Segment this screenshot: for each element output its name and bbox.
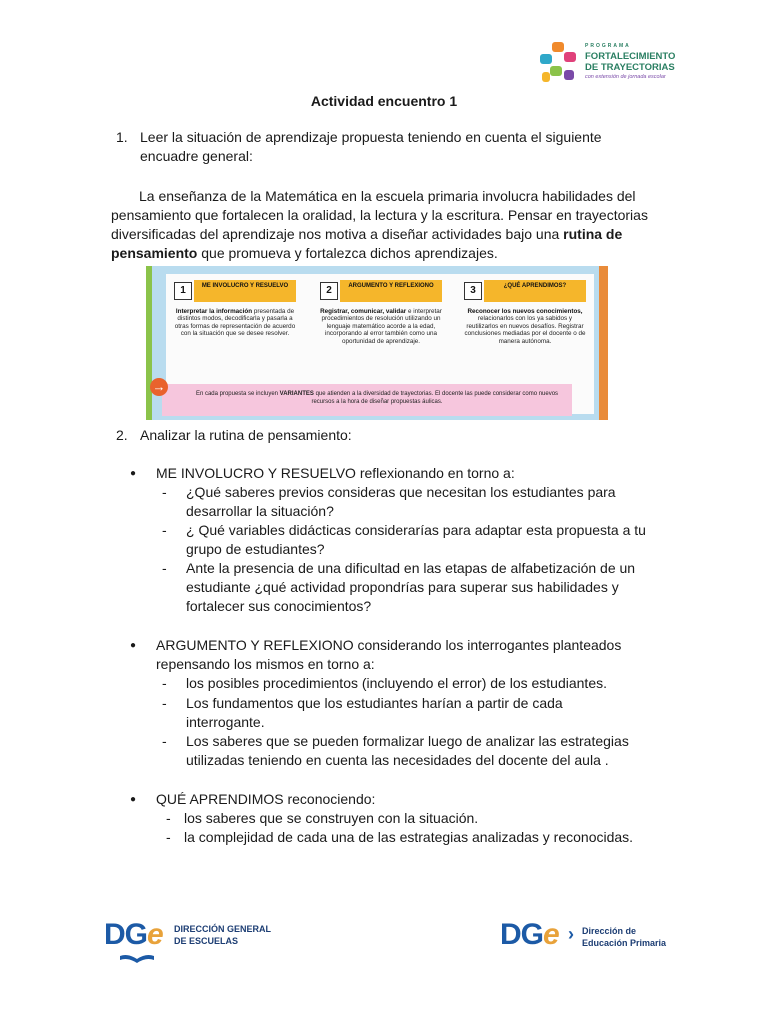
chevron-right-icon: › [568, 924, 574, 944]
arrow-right-icon: → [150, 378, 168, 396]
program-name-line1: FORTALECIMIENTO [585, 51, 676, 62]
dge-logo-left [104, 918, 284, 968]
paragraph-bold-text: rutina de pensamiento [111, 226, 623, 261]
card-text: Interpretar la información presentada de distintos modos, decodificarla y pasarla a otras formas de representación de acuerdo con la situación que se desee resolver. [174, 308, 296, 338]
paragraph-text-end: que promueva y fortalezca dichos aprendizajes. [197, 245, 498, 261]
item-text: Leer la situación de aprendizaje propuesta teniendo en cuenta el siguiente encuadre general: [140, 129, 602, 164]
sub-item: Los saberes que se pueden formalizar luego de analizar las estrategias utilizadas teniendo en cuenta las necesidades del docente del aula . [186, 733, 629, 768]
dash-marker: - [162, 484, 167, 500]
open-book-icon [118, 954, 156, 964]
figure-decoration-left [146, 266, 152, 420]
dash-marker: - [162, 560, 167, 576]
sub-item: la complejidad de cada una de las estrategias analizadas y reconocidas. [184, 829, 634, 845]
bullet-icon: ● [130, 640, 137, 651]
dash-marker: - [162, 522, 167, 538]
dge-name-line1: DIRECCIÓN GENERAL [174, 924, 272, 934]
page-title: Actividad encuentro 1 [310, 93, 458, 109]
figure-note-text: En cada propuesta se incluyen VARIANTES que atienden a la diversidad de trayectorias. El docente las puede considerar como nuevos recursos a la hora de diseñar propuestas áulicas. [195, 391, 559, 405]
card-label: ¿QUÉ APRENDIMOS? [484, 280, 586, 302]
dge-dept-line1: Dirección de [582, 926, 637, 936]
item-text: Analizar la rutina de pensamiento: [140, 427, 352, 443]
bullet-heading-2: ARGUMENTO Y REFLEXIONO considerando los interrogantes planteados repensando los mismos en torno a: [156, 637, 622, 672]
program-name-line2: DE TRAYECTORIAS [585, 62, 675, 73]
dge-logo-mark: DGe [500, 918, 559, 951]
dge-logo-mark: DGe [104, 918, 163, 951]
program-logo [538, 38, 678, 88]
dge-dept-line2: Educación Primaria [582, 938, 667, 948]
card-label: ARGUMENTO Y REFLEXIONO [340, 280, 442, 302]
dge-logo-right [500, 918, 680, 958]
card-text: Registrar, comunicar, validar e interpretar procedimientos de resolución utilizando un lenguaje matemático acorde a la edad, incorporando al error también como una oportunidad de aprendizaje. [320, 308, 442, 345]
dash-marker: - [162, 733, 167, 749]
routine-card-2 [320, 280, 442, 345]
sub-item: los posibles procedimientos (incluyendo el error) de los estudiantes. [186, 675, 607, 691]
sub-item: Ante la presencia de una dificultad en las etapas de alfabetización de un estudiante ¿qué actividad propondrías para superar sus habilidades y fortalecer sus conocimientos? [186, 560, 636, 614]
card-number: 1 [174, 282, 192, 300]
thinking-routine-figure [146, 266, 608, 420]
bullet-icon: ● [130, 794, 137, 805]
puzzle-icon [538, 40, 582, 86]
routine-card-1 [174, 280, 296, 338]
card-number: 2 [320, 282, 338, 300]
dash-marker: - [166, 810, 171, 826]
sub-item: los saberes que se construyen con la situación. [184, 810, 479, 826]
figure-note [162, 384, 572, 416]
figure-decoration-right [599, 266, 608, 420]
card-label: ME INVOLUCRO Y RESUELVO [194, 280, 296, 302]
sub-item: ¿ Qué variables didácticas considerarías para adaptar esta propuesta a tu grupo de estudiantes? [186, 522, 646, 557]
sub-item: Los fundamentos que los estudiantes harían a partir de cada interrogante. [186, 695, 563, 730]
dge-name-line2: DE ESCUELAS [174, 936, 239, 946]
bullet-icon: ● [130, 468, 137, 479]
card-number: 3 [464, 282, 482, 300]
dash-marker: - [162, 675, 167, 691]
paragraph-text: La enseñanza de la Matemática en la escuela primaria involucra habilidades del pensamiento que fortalecen la oralidad, la lectura y la escritura. Pensar en trayectorias diversificadas del aprendizaje nos motiva a diseñar actividades bajo una [111, 188, 648, 242]
dash-marker: - [162, 695, 167, 711]
item-number: 1. [116, 129, 128, 145]
sub-item: ¿Qué saberes previos consideras que necesitan los estudiantes para desarrollar la situación? [186, 484, 616, 519]
item-number: 2. [116, 427, 128, 443]
intro-paragraph [111, 187, 671, 263]
bullet-heading-1: ME INVOLUCRO Y RESUELVO reflexionando en torno a: [156, 465, 515, 481]
card-text: Reconocer los nuevos conocimientos, relacionarlos con los ya sabidos y reutilizarlos en nuevos desafíos. Registrar conclusiones mediadas por el docente o de manera autónoma. [464, 308, 586, 345]
program-tag: PROGRAMA [585, 43, 631, 49]
dash-marker: - [166, 829, 171, 845]
bullet-heading-3: QUÉ APRENDIMOS reconociendo: [156, 791, 376, 807]
routine-card-3 [464, 280, 586, 345]
program-subtitle: con extensión de jornada escolar [585, 74, 666, 80]
